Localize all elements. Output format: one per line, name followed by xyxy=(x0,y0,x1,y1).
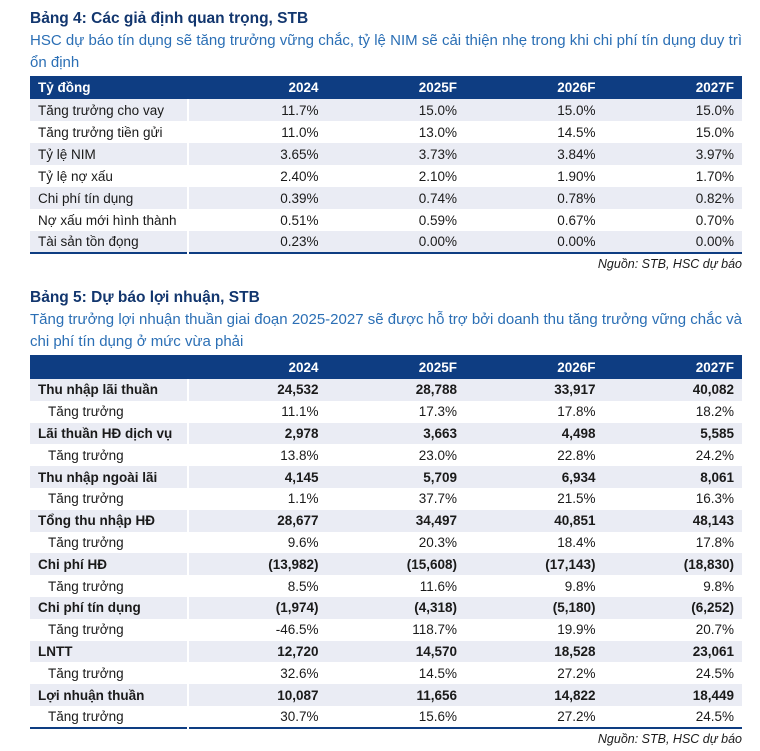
cell-value: 18.4% xyxy=(557,534,596,550)
cell-value: 34,497 xyxy=(415,513,457,529)
cell-value: 15.0% xyxy=(418,102,457,118)
row-label: Tỷ lệ NIM xyxy=(30,143,188,165)
cell-value: 0.00% xyxy=(557,234,596,249)
row-label: LNTT xyxy=(30,641,188,663)
cell-value: 9.8% xyxy=(564,578,596,594)
cell-value: 3,663 xyxy=(423,425,457,441)
assumptions-table-body xyxy=(30,99,742,253)
row-label: Chi phí HĐ xyxy=(30,553,188,575)
cell-value: 17.8% xyxy=(695,534,734,550)
row-label: Tăng trưởng xyxy=(30,706,188,728)
table-row xyxy=(30,619,742,641)
cell-value: 3.73% xyxy=(418,146,457,162)
cell-value: 24.2% xyxy=(695,447,734,463)
cell-value: 118.7% xyxy=(412,622,457,638)
cell-value: 0.82% xyxy=(695,190,734,206)
profit-forecast-section xyxy=(30,287,742,748)
row-label: Tài sản tồn đọng xyxy=(30,231,188,253)
row-label: Tăng trưởng xyxy=(30,532,188,554)
cell-value: (6,252) xyxy=(691,600,734,616)
cell-value: 4,498 xyxy=(561,425,596,441)
cell-value: 0.00% xyxy=(695,234,734,249)
assumptions-section xyxy=(30,8,742,273)
profit-forecast-table-subtitle: Tăng trưởng lợi nhuận thuần giai đoạn 2025-2027 sẽ được hỗ trợ bởi doanh thu tăng trưởng vững chắc và chi phí tín dụng ở mức vừa phải xyxy=(30,311,742,350)
cell-value: 0.70% xyxy=(695,212,734,228)
cell-value: 10,087 xyxy=(277,687,319,703)
cell-value: 15.0% xyxy=(695,124,734,140)
cell-value: 37.7% xyxy=(418,491,457,507)
table-row xyxy=(30,510,742,532)
cell-value: (13,982) xyxy=(268,556,319,572)
row-label: Tăng trưởng xyxy=(30,619,188,641)
cell-value: 22.8% xyxy=(557,447,596,463)
cell-value: 8,061 xyxy=(700,469,734,485)
cell-value: 3.65% xyxy=(280,146,319,162)
table-row xyxy=(30,706,742,728)
profit-forecast-table xyxy=(30,355,742,729)
cell-value: 11.7% xyxy=(281,102,319,118)
table-row xyxy=(30,466,742,488)
cell-value: 20.7% xyxy=(695,622,734,638)
table-row xyxy=(30,488,742,510)
cell-value: 13.0% xyxy=(418,124,457,140)
cell-value: 14,822 xyxy=(554,687,596,703)
cell-value: 2,978 xyxy=(284,425,319,441)
cell-value: 5,709 xyxy=(423,469,457,485)
table-row xyxy=(30,401,742,423)
cell-value: 30.7% xyxy=(280,708,319,724)
cell-value: 24,532 xyxy=(277,382,319,398)
header-unit-label xyxy=(30,355,188,379)
header-year-column: 2025F xyxy=(327,76,466,99)
cell-value: 21.5% xyxy=(557,491,596,507)
table-row xyxy=(30,379,742,401)
table-row xyxy=(30,641,742,663)
assumptions-table xyxy=(30,76,742,254)
row-label: Tăng trưởng xyxy=(30,488,188,510)
row-label: Tăng trưởng xyxy=(30,662,188,684)
cell-value: 16.3% xyxy=(695,491,734,507)
cell-value: 2.40% xyxy=(280,168,319,184)
cell-value: 19.9% xyxy=(557,622,596,638)
cell-value: 32.6% xyxy=(280,665,319,681)
cell-value: 3.97% xyxy=(695,146,734,162)
row-label: Nợ xấu mới hình thành xyxy=(30,209,188,231)
assumptions-table-header xyxy=(30,76,742,99)
cell-value: 27.2% xyxy=(557,708,596,724)
row-label: Tăng trưởng tiền gửi xyxy=(30,121,188,143)
row-label: Tăng trưởng xyxy=(30,444,188,466)
table-row xyxy=(30,187,742,209)
table-row xyxy=(30,532,742,554)
header-year-column: 2026F xyxy=(465,355,604,379)
cell-value: 18,449 xyxy=(692,687,734,703)
cell-value: 17.8% xyxy=(557,404,596,420)
table-row xyxy=(30,575,742,597)
cell-value: (4,318) xyxy=(414,600,457,616)
cell-value: 23.0% xyxy=(418,447,457,463)
cell-value: 48,143 xyxy=(692,513,734,529)
cell-value: 14,570 xyxy=(415,643,457,659)
cell-value: 24.5% xyxy=(695,708,734,724)
cell-value: 17.3% xyxy=(418,404,457,420)
cell-value: 28,677 xyxy=(277,513,319,529)
cell-value: 3.84% xyxy=(557,146,596,162)
cell-value: 12,720 xyxy=(277,643,319,659)
cell-value: 1.70% xyxy=(695,168,734,184)
section-divider-gap xyxy=(30,273,742,287)
header-year-column: 2024 xyxy=(188,76,327,99)
assumptions-source-note: Nguồn: STB, HSC dự báo xyxy=(597,257,742,271)
table-row xyxy=(30,143,742,165)
row-label: Lợi nhuận thuần xyxy=(30,684,188,706)
row-label: Tăng trưởng xyxy=(30,575,188,597)
cell-value: (15,608) xyxy=(406,556,457,572)
header-unit-label: Tỷ đồng xyxy=(30,76,188,99)
row-label: Thu nhập ngoài lãi xyxy=(30,466,188,488)
row-label: Tăng trưởng xyxy=(30,401,188,423)
cell-value: 9.8% xyxy=(703,578,734,594)
cell-value: 18,528 xyxy=(554,643,596,659)
table-row xyxy=(30,165,742,187)
cell-value: (18,830) xyxy=(683,556,734,572)
table-row xyxy=(30,231,742,253)
cell-value: 15.0% xyxy=(557,102,596,118)
cell-value: 11.0% xyxy=(281,124,319,140)
table-row xyxy=(30,209,742,231)
cell-value: 14.5% xyxy=(418,665,457,681)
cell-value: 0.00% xyxy=(418,234,457,249)
header-year-column: 2024 xyxy=(188,355,327,379)
cell-value: 4,145 xyxy=(284,469,319,485)
cell-value: 0.74% xyxy=(418,190,457,206)
cell-value: 0.67% xyxy=(557,212,596,228)
cell-value: (17,143) xyxy=(545,556,596,572)
row-label: Tăng trưởng cho vay xyxy=(30,99,188,121)
row-label: Chi phí tín dụng xyxy=(30,597,188,619)
header-year-column: 2027F xyxy=(604,76,743,99)
cell-value: 1.1% xyxy=(287,491,319,507)
cell-value: 14.5% xyxy=(557,124,596,140)
table-row xyxy=(30,662,742,684)
cell-value: 20.3% xyxy=(418,534,457,550)
header-year-column: 2025F xyxy=(327,355,466,379)
table-row xyxy=(30,121,742,143)
table-row xyxy=(30,444,742,466)
cell-value: (1,974) xyxy=(275,600,319,616)
cell-value: 9.6% xyxy=(287,534,319,550)
cell-value: 0.59% xyxy=(418,212,457,228)
assumptions-table-subtitle: HSC dự báo tín dụng sẽ tăng trưởng vững chắc, tỷ lệ NIM sẽ cải thiện nhẹ trong khi chi phí tín dụng duy trì ổn định xyxy=(30,32,742,71)
cell-value: 0.78% xyxy=(557,190,596,206)
table-row xyxy=(30,684,742,706)
cell-value: 6,934 xyxy=(561,469,596,485)
cell-value: -46.5% xyxy=(275,622,319,638)
profit-forecast-source-note: Nguồn: STB, HSC dự báo xyxy=(597,731,742,746)
cell-value: 27.2% xyxy=(557,665,596,681)
cell-value: 11,656 xyxy=(416,687,457,703)
row-label: Thu nhập lãi thuần xyxy=(30,379,188,401)
table-row xyxy=(30,553,742,575)
cell-value: 11.1% xyxy=(281,404,319,420)
cell-value: 15.0% xyxy=(695,102,734,118)
cell-value: 24.5% xyxy=(695,665,734,681)
row-label: Tỷ lệ nợ xấu xyxy=(30,165,188,187)
row-label: Lãi thuần HĐ dịch vụ xyxy=(30,423,188,445)
table-row xyxy=(30,99,742,121)
profit-forecast-table-body xyxy=(30,379,742,728)
cell-value: 13.8% xyxy=(280,447,319,463)
cell-value: 0.51% xyxy=(280,212,319,228)
cell-value: 8.5% xyxy=(287,578,319,594)
profit-forecast-table-header xyxy=(30,355,742,379)
header-year-column: 2027F xyxy=(604,355,743,379)
row-label: Tổng thu nhập HĐ xyxy=(30,510,188,532)
cell-value: 0.39% xyxy=(280,190,319,206)
table-row xyxy=(30,423,742,445)
cell-value: 23,061 xyxy=(692,643,734,659)
cell-value: 1.90% xyxy=(557,168,596,184)
row-label: Chi phí tín dụng xyxy=(30,187,188,209)
table-row xyxy=(30,597,742,619)
cell-value: 11.6% xyxy=(419,578,457,594)
cell-value: 0.23% xyxy=(280,234,319,249)
cell-value: (5,180) xyxy=(552,600,596,616)
cell-value: 40,851 xyxy=(554,513,596,529)
assumptions-table-title: Bảng 4: Các giả định quan trọng, STB xyxy=(30,10,309,27)
header-year-column: 2026F xyxy=(465,76,604,99)
cell-value: 2.10% xyxy=(418,168,457,184)
cell-value: 40,082 xyxy=(692,382,734,398)
profit-forecast-table-title: Bảng 5: Dự báo lợi nhuận, STB xyxy=(30,289,260,306)
cell-value: 5,585 xyxy=(700,425,734,441)
cell-value: 18.2% xyxy=(695,404,734,420)
cell-value: 15.6% xyxy=(418,708,457,724)
cell-value: 33,917 xyxy=(554,382,596,398)
cell-value: 28,788 xyxy=(415,382,457,398)
